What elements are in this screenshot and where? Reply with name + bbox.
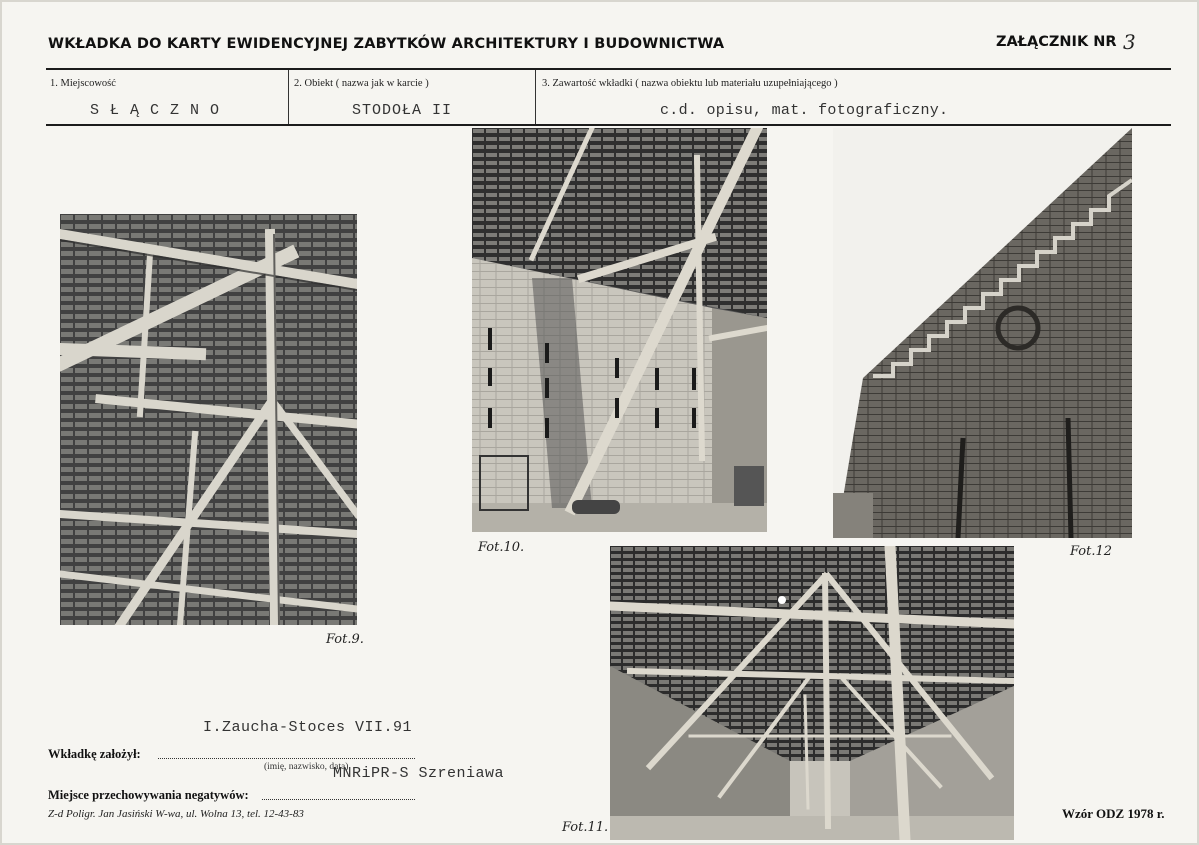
typed-author-entry: I.Zaucha-Stoces VII.91 (203, 719, 413, 736)
photo-10-barn-wall (472, 128, 767, 532)
photo-11-barn-nave (610, 546, 1014, 840)
created-by-hint: (imię, nazwisko, data) (264, 762, 349, 772)
contents-label: 3. Zawartość wkładki ( nazwa obiektu lub materiału uzupełniającego ) (542, 78, 838, 89)
created-by-line (158, 758, 415, 759)
negatives-storage-label: Miejsce przechowywania negatywów: (48, 788, 249, 802)
photo-11-caption: Fot.11. (562, 820, 609, 835)
form-model-label: Wzór ODZ 1978 r. (1062, 806, 1165, 821)
photo-10-caption: Fot.10. (478, 540, 525, 555)
header-rule-top (46, 68, 1171, 70)
typed-storage-entry: MNRiPR-S Szreniawa (333, 765, 505, 782)
header-rule-bottom (46, 124, 1171, 126)
photo-9-caption: Fot.9. (326, 632, 364, 647)
photo-12-brick-gable (833, 128, 1132, 538)
object-value: STODOŁA II (352, 102, 453, 119)
sheet-title: WKŁADKA DO KARTY EWIDENCYJNEJ ZABYTKÓW ARCHITEKTURY I BUDOWNICTWA (48, 36, 725, 52)
contents-value: c.d. opisu, mat. fotograficzny. (660, 102, 949, 119)
annex-label: ZAŁĄCZNIK NR (996, 34, 1117, 50)
printer-imprint: Z-d Poligr. Jan Jasiński W-wa, ul. Wolna 13, tel. 12-43-83 (48, 808, 304, 820)
photo-9-roof-truss (60, 214, 357, 625)
locality-value: S Ł Ą C Z N O (90, 102, 221, 119)
locality-label: 1. Miejscowość (50, 78, 116, 89)
annex-number: 3 (1123, 30, 1136, 54)
photo-12-caption: Fot.12 (1070, 544, 1113, 559)
negatives-storage-line (262, 799, 415, 800)
field-divider-2 (535, 70, 536, 125)
object-label: 2. Obiekt ( nazwa jak w karcie ) (294, 78, 429, 89)
field-divider-1 (288, 70, 289, 125)
created-by-label: Wkładkę założył: (48, 747, 141, 761)
